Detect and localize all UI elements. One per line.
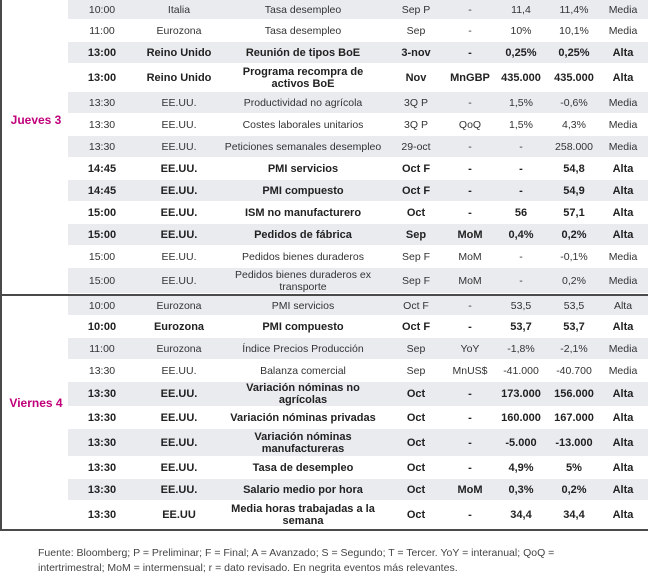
cell-unit: - [448, 92, 492, 114]
cell-country: EE.UU. [136, 268, 222, 294]
table-row [68, 501, 648, 529]
cell-forecast: 4,9% [492, 457, 550, 479]
cell-event: Pedidos de fábrica [222, 224, 384, 246]
cell-period: Sep F [384, 246, 448, 268]
cell-time: 13:00 [68, 42, 136, 64]
cell-forecast: - [492, 180, 550, 202]
cell-period: 3Q P [384, 92, 448, 114]
cell-country: EE.UU. [136, 246, 222, 268]
cell-unit: MoM [448, 224, 492, 246]
cell-previous: 5% [550, 457, 598, 479]
cell-period: Oct [384, 501, 448, 529]
cell-forecast: -41.000 [492, 360, 550, 382]
cell-time: 13:30 [68, 92, 136, 114]
table-row [68, 479, 648, 501]
cell-event: Programa recompra de activos BoE [222, 64, 384, 92]
cell-forecast: - [492, 136, 550, 158]
cell-importance: Alta [598, 501, 648, 529]
cell-country: EE.UU. [136, 114, 222, 136]
cell-country: EE.UU. [136, 360, 222, 382]
cell-previous: 57,1 [550, 202, 598, 224]
cell-unit: MoM [448, 246, 492, 268]
cell-period: Oct [384, 407, 448, 429]
cell-previous: -13.000 [550, 429, 598, 457]
cell-time: 11:00 [68, 20, 136, 42]
cell-previous: 0,2% [550, 268, 598, 294]
cell-period: Oct [384, 202, 448, 224]
cell-importance: Media [598, 360, 648, 382]
cell-previous: -40.700 [550, 360, 598, 382]
cell-country: EE.UU. [136, 407, 222, 429]
cell-previous: 167.000 [550, 407, 598, 429]
cell-event: Productividad no agrícola [222, 92, 384, 114]
cell-unit: MnUS$ [448, 360, 492, 382]
cell-event: Salario medio por hora [222, 479, 384, 501]
cell-period: Sep F [384, 268, 448, 294]
cell-previous: 156.000 [550, 382, 598, 407]
cell-importance: Alta [598, 479, 648, 501]
friday-block [0, 294, 648, 531]
cell-event: PMI servicios [222, 158, 384, 180]
cell-previous: 34,4 [550, 501, 598, 529]
cell-event: Variación nóminas manufactureras [222, 429, 384, 457]
cell-forecast: 1,5% [492, 114, 550, 136]
cell-forecast: 0,3% [492, 479, 550, 501]
cell-country: Eurozona [136, 20, 222, 42]
table-row [68, 316, 648, 338]
cell-country: EE.UU. [136, 457, 222, 479]
table-row [68, 42, 648, 64]
cell-period: Oct [384, 382, 448, 407]
cell-unit: - [448, 158, 492, 180]
cell-unit: MoM [448, 268, 492, 294]
cell-unit: - [448, 136, 492, 158]
footnote-line-1: Fuente: Bloomberg; P = Preliminar; F = Final; A = Avanzado; S = Segundo; T = Tercer. YoY = interanual; QoQ = [38, 547, 555, 559]
cell-forecast: 0,25% [492, 42, 550, 64]
cell-previous: -0,1% [550, 246, 598, 268]
cell-unit: - [448, 316, 492, 338]
table-row [68, 246, 648, 268]
cell-unit: - [448, 42, 492, 64]
cell-period: Sep P [384, 0, 448, 20]
cell-country: EE.UU. [136, 429, 222, 457]
cell-importance: Alta [598, 202, 648, 224]
cell-importance: Alta [598, 224, 648, 246]
cell-period: Oct F [384, 316, 448, 338]
cell-forecast: 10% [492, 20, 550, 42]
cell-forecast: 56 [492, 202, 550, 224]
cell-time: 13:30 [68, 136, 136, 158]
cell-previous: 0,2% [550, 479, 598, 501]
cell-time: 13:30 [68, 382, 136, 407]
cell-importance: Alta [598, 316, 648, 338]
cell-period: 29-oct [384, 136, 448, 158]
cell-event: Peticiones semanales desempleo [222, 136, 384, 158]
cell-importance: Alta [598, 180, 648, 202]
cell-event: Reunión de tipos BoE [222, 42, 384, 64]
table-row [68, 114, 648, 136]
cell-time: 13:30 [68, 501, 136, 529]
cell-unit: - [448, 501, 492, 529]
cell-previous: 258.000 [550, 136, 598, 158]
cell-previous: 11,4% [550, 0, 598, 20]
cell-event: Variación nóminas no agrícolas [222, 382, 384, 407]
thursday-table [68, 0, 648, 294]
cell-importance: Alta [598, 382, 648, 407]
cell-unit: - [448, 429, 492, 457]
cell-country: EE.UU. [136, 92, 222, 114]
cell-unit: - [448, 20, 492, 42]
cell-country: Eurozona [136, 338, 222, 360]
cell-unit: - [448, 382, 492, 407]
cell-forecast: 435.000 [492, 64, 550, 92]
cell-event: Costes laborales unitarios [222, 114, 384, 136]
table-row [68, 180, 648, 202]
cell-previous: 54,9 [550, 180, 598, 202]
day-label-friday: Viernes 4 [9, 396, 63, 410]
cell-forecast: -1,8% [492, 338, 550, 360]
cell-time: 13:30 [68, 429, 136, 457]
cell-period: Oct [384, 457, 448, 479]
cell-previous: 53,7 [550, 316, 598, 338]
cell-unit: - [448, 407, 492, 429]
cell-event: Balanza comercial [222, 360, 384, 382]
cell-country: Italia [136, 0, 222, 20]
cell-unit: - [448, 457, 492, 479]
cell-time: 13:00 [68, 64, 136, 92]
cell-time: 13:30 [68, 114, 136, 136]
cell-time: 13:30 [68, 407, 136, 429]
cell-time: 10:00 [68, 0, 136, 20]
cell-period: Oct F [384, 296, 448, 316]
cell-previous: 54,8 [550, 158, 598, 180]
cell-forecast: -5.000 [492, 429, 550, 457]
cell-importance: Media [598, 114, 648, 136]
table-row [68, 64, 648, 92]
cell-time: 15:00 [68, 202, 136, 224]
cell-time: 10:00 [68, 296, 136, 316]
cell-period: Sep [384, 20, 448, 42]
cell-period: Oct F [384, 158, 448, 180]
cell-event: Pedidos bienes duraderos [222, 246, 384, 268]
cell-forecast: 0,4% [492, 224, 550, 246]
table-row [68, 158, 648, 180]
table-row [68, 382, 648, 407]
table-row [68, 457, 648, 479]
cell-previous: -2,1% [550, 338, 598, 360]
cell-country: EE.UU [136, 501, 222, 529]
cell-country: EE.UU. [136, 136, 222, 158]
cell-country: Reino Unido [136, 42, 222, 64]
cell-previous: 10,1% [550, 20, 598, 42]
cell-previous: 4,3% [550, 114, 598, 136]
day-label-thursday: Jueves 3 [10, 113, 62, 127]
cell-event: PMI compuesto [222, 316, 384, 338]
cell-importance: Alta [598, 407, 648, 429]
cell-importance: Alta [598, 429, 648, 457]
cell-forecast: - [492, 246, 550, 268]
cell-country: EE.UU. [136, 202, 222, 224]
cell-unit: - [448, 296, 492, 316]
cell-importance: Alta [598, 296, 648, 316]
cell-time: 13:30 [68, 479, 136, 501]
cell-event: Variación nóminas privadas [222, 407, 384, 429]
cell-country: Eurozona [136, 296, 222, 316]
cell-event: Pedidos bienes duraderos ex transporte [222, 268, 384, 294]
table-row [68, 268, 648, 294]
cell-time: 13:30 [68, 360, 136, 382]
friday-table [68, 296, 648, 529]
cell-forecast: 160.000 [492, 407, 550, 429]
table-row [68, 92, 648, 114]
cell-country: EE.UU. [136, 224, 222, 246]
cell-time: 10:00 [68, 316, 136, 338]
table-row [68, 202, 648, 224]
cell-time: 15:00 [68, 224, 136, 246]
table-row [68, 360, 648, 382]
cell-period: Sep [384, 360, 448, 382]
cell-importance: Alta [598, 64, 648, 92]
cell-event: Índice Precios Producción [222, 338, 384, 360]
cell-country: EE.UU. [136, 479, 222, 501]
table-row [68, 224, 648, 246]
cell-forecast: 1,5% [492, 92, 550, 114]
cell-time: 14:45 [68, 180, 136, 202]
cell-forecast: 53,7 [492, 316, 550, 338]
cell-importance: Media [598, 0, 648, 20]
cell-importance: Media [598, 92, 648, 114]
cell-event: ISM no manufacturero [222, 202, 384, 224]
cell-period: Oct [384, 429, 448, 457]
cell-forecast: - [492, 268, 550, 294]
cell-unit: MnGBP [448, 64, 492, 92]
cell-forecast: 53,5 [492, 296, 550, 316]
table-row [68, 136, 648, 158]
table-row [68, 429, 648, 457]
cell-unit: - [448, 0, 492, 20]
cell-unit: YoY [448, 338, 492, 360]
cell-unit: QoQ [448, 114, 492, 136]
cell-forecast: 34,4 [492, 501, 550, 529]
cell-country: EE.UU. [136, 158, 222, 180]
cell-previous: 435.000 [550, 64, 598, 92]
cell-importance: Alta [598, 158, 648, 180]
cell-country: EE.UU. [136, 382, 222, 407]
cell-time: 15:00 [68, 268, 136, 294]
cell-importance: Media [598, 246, 648, 268]
cell-previous: -0,6% [550, 92, 598, 114]
cell-time: 11:00 [68, 338, 136, 360]
cell-unit: MoM [448, 479, 492, 501]
cell-time: 13:30 [68, 457, 136, 479]
cell-previous: 0,2% [550, 224, 598, 246]
cell-forecast: 173.000 [492, 382, 550, 407]
cell-importance: Alta [598, 42, 648, 64]
table-row [68, 296, 648, 316]
cell-event: Tasa de desempleo [222, 457, 384, 479]
cell-country: Reino Unido [136, 64, 222, 92]
cell-event: PMI compuesto [222, 180, 384, 202]
cell-previous: 53,5 [550, 296, 598, 316]
cell-time: 15:00 [68, 246, 136, 268]
cell-previous: 0,25% [550, 42, 598, 64]
cell-period: Sep [384, 224, 448, 246]
cell-event: Media horas trabajadas a la semana [222, 501, 384, 529]
cell-event: PMI servicios [222, 296, 384, 316]
table-row [68, 407, 648, 429]
cell-period: Sep [384, 338, 448, 360]
table-row [68, 338, 648, 360]
cell-country: Eurozona [136, 316, 222, 338]
cell-importance: Media [598, 20, 648, 42]
cell-event: Tasa desempleo [222, 0, 384, 20]
cell-period: Oct F [384, 180, 448, 202]
cell-forecast: 11,4 [492, 0, 550, 20]
table-row [68, 20, 648, 42]
cell-country: EE.UU. [136, 180, 222, 202]
cell-unit: - [448, 202, 492, 224]
cell-importance: Media [598, 136, 648, 158]
cell-period: 3-nov [384, 42, 448, 64]
cell-event: Tasa desempleo [222, 20, 384, 42]
cell-period: Nov [384, 64, 448, 92]
cell-importance: Media [598, 338, 648, 360]
cell-period: 3Q P [384, 114, 448, 136]
footnote [38, 546, 638, 576]
footnote-line-2: intertrimestral; MoM = intermensual; r = dato revisado. En negrita eventos más relevantes. [38, 562, 458, 574]
cell-importance: Alta [598, 457, 648, 479]
table-row [68, 0, 648, 20]
cell-forecast: - [492, 158, 550, 180]
cell-period: Oct [384, 479, 448, 501]
cell-time: 14:45 [68, 158, 136, 180]
cell-unit: - [448, 180, 492, 202]
cell-importance: Media [598, 268, 648, 294]
